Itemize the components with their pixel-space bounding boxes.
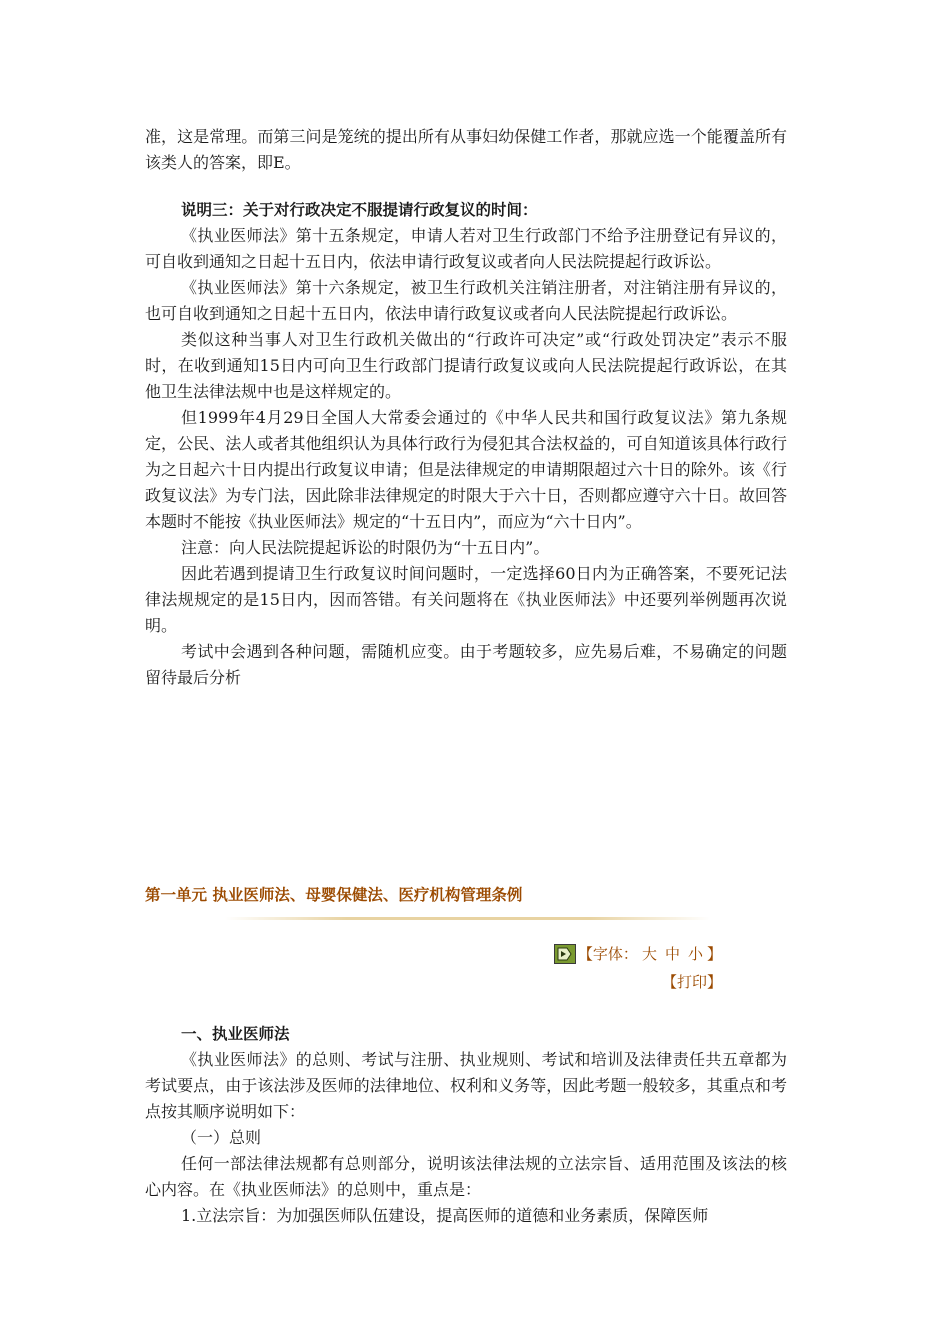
paragraph-legislative-purpose: 1.立法宗旨：为加强医师队伍建设，提高医师的道德和业务素质，保障医师 — [181, 1206, 709, 1225]
top-section — [145, 124, 787, 691]
paragraph-note: 注意：向人民法院提起诉讼的时限仍为“十五日内”。 — [181, 538, 550, 557]
paragraph-60-days: 因此若遇到提请卫生行政复议时间问题时，一定选择60日内为正确答案，不要死记法律法规规定的是15日内，因而答错。有关问题将在《执业医师法》中还要列举例题再次说明。 — [145, 564, 787, 635]
paragraph-article-16: 《执业医师法》第十六条规定，被卫生行政机关注销注册者，对注销注册有异议的，也可自收到通知之日起十五日内，依法申请行政复议或者向人民法院提起行政诉讼。 — [145, 278, 787, 323]
font-label-close: 】 — [706, 945, 722, 963]
print-link[interactable]: 【打印】 — [661, 973, 722, 991]
page-toggle-icon[interactable] — [554, 944, 576, 964]
subheading-general: （一）总则 — [181, 1128, 262, 1147]
font-size-small-link[interactable]: 小 — [687, 945, 703, 963]
title-divider — [225, 917, 710, 920]
paragraph-continuation: 准，这是常理。而第三问是笼统的提出所有从事妇幼保健工作者，那就应选一个能覆盖所有该类人的答案，即E。 — [145, 127, 787, 172]
paragraph-general-principles: 任何一部法律法规都有总则部分，说明该法律法规的立法宗旨、适用范围及该法的核心内容。在《执业医师法》的总则中，重点是： — [145, 1154, 787, 1199]
unit-title: 第一单元 执业医师法、母婴保健法、医疗机构管理条例 — [145, 886, 523, 904]
section-heading-physician-law: 一、执业医师法 — [181, 1025, 290, 1043]
font-label-open: 【字体： — [577, 945, 638, 963]
paragraph-article-15: 《执业医师法》第十五条规定，申请人若对卫生行政部门不给予注册登记有异议的，可自收到通知之日起十五日内，依法申请行政复议或者向人民法院提起行政诉讼。 — [145, 226, 787, 271]
note3-heading: 说明三：关于对行政决定不服提请行政复议的时间： — [181, 201, 538, 219]
font-size-medium-link[interactable]: 中 — [664, 945, 680, 963]
paragraph-exam-tips: 考试中会遇到各种问题，需随机应变。由于考题较多，应先易后难，不易确定的问题留待最后分析 — [145, 642, 787, 687]
font-size-controls — [554, 943, 722, 964]
paragraph-review-law: 但1999年4月29日全国人大常委会通过的《中华人民共和国行政复议法》第九条规定，公民、法人或者其他组织认为具体行政行为侵犯其合法权益的，可自知道该具体行政行为之日起六十日内提出行政复议申请；但是法律规定的申请期限超过六十日的除外。该《行政复议法》为专门法，因此除非法律规定的时限大于六十日，否则都应遵守六十日。故回答本题时不能按《执业医师法》规定的“十五日内”，而应为“六十日内”。 — [145, 408, 787, 531]
second-section — [145, 1021, 787, 1229]
paragraph-similar-cases: 类似这种当事人对卫生行政机关做出的“行政许可决定”或“行政处罚决定”表示不服时，在收到通知15日内可向卫生行政部门提请行政复议或向人民法院提起行政诉讼，在其他卫生法律法规中也是这样规定的。 — [145, 330, 787, 401]
paragraph-law-overview: 《执业医师法》的总则、考试与注册、执业规则、考试和培训及法律责任共五章都为考试要点，由于该法涉及医师的法律地位、权利和义务等，因此考题一般较多，其重点和考点按其顺序说明如下： — [145, 1050, 787, 1121]
font-size-large-link[interactable]: 大 — [641, 945, 657, 963]
